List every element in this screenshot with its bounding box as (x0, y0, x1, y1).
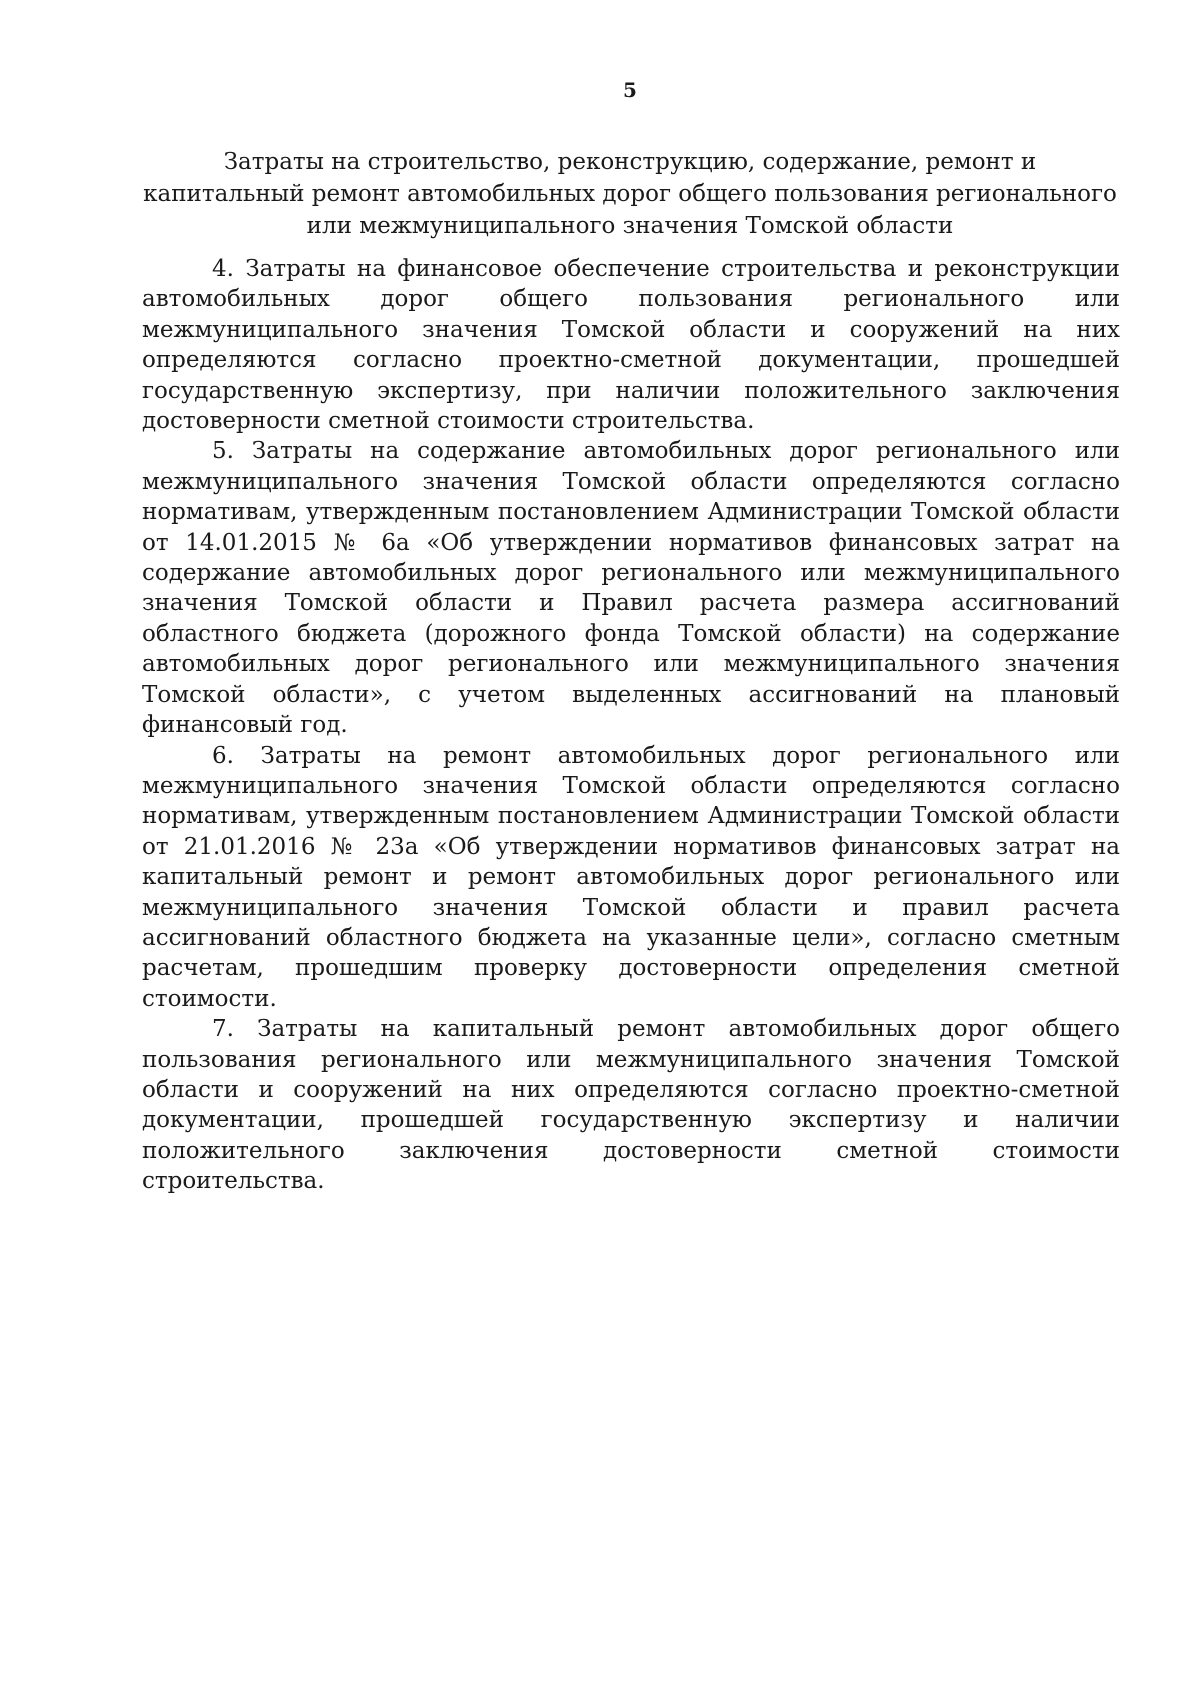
section-heading (142, 146, 1118, 242)
paragraph-5: 5. Затраты на содержание автомобильных дорог регионального или межмуниципального значения Томской области определяются согласно нормативам, утвержденным постановлением Администрации Томской области от 14.01.2015 № 6а «Об утверждении нормативов финансовых затрат на содержание автомобильных дорог регионального или межмуниципального значения Томской области и Правил расчета размера ассигнований областного бюджета (дорожного фонда Томской области) на содержание автомобильных дорог регионального или межмуниципального значения Томской области», с учетом выделенных ассигнований на плановый финансовый год. (142, 438, 1120, 739)
page-number: 5 (623, 78, 637, 102)
paragraph-7: 7. Затраты на капитальный ремонт автомобильных дорог общего пользования регионального или межмуниципального значения Томской области и сооружений на них определяются согласно проектно-сметной документации, прошедшей государственную экспертизу и наличии положительного заключения достоверности сметной стоимости строительства. (142, 1016, 1120, 1195)
heading-line: капитальный ремонт автомобильных дорог общего пользования регионального (143, 181, 1117, 207)
heading-line: или межмуниципального значения Томской области (306, 213, 954, 239)
paragraph-6: 6. Затраты на ремонт автомобильных дорог регионального или межмуниципального значения Томской области определяются согласно нормативам, утвержденным постановлением Администрации Томской области от 21.01.2016 № 23а «Об утверждении нормативов финансовых затрат на капитальный ремонт и ремонт автомобильных дорог регионального или межмуниципального значения Томской области и правил расчета ассигнований областного бюджета на указанные цели», согласно сметным расчетам, прошедшим проверку достоверности определения сметной стоимости. (142, 742, 1120, 1012)
body-text (142, 254, 1120, 1197)
heading-line: Затраты на строительство, реконструкцию, содержание, ремонт и (223, 149, 1037, 175)
paragraph-4: 4. Затраты на финансовое обеспечение строительства и реконструкции автомобильных дорог общего пользования регионального или межмуниципального значения Томской области и сооружений на них определяются согласно проектно-сметной документации, прошедшей государственную экспертизу, при наличии положительного заключения достоверности сметной стоимости строительства. (142, 256, 1120, 435)
